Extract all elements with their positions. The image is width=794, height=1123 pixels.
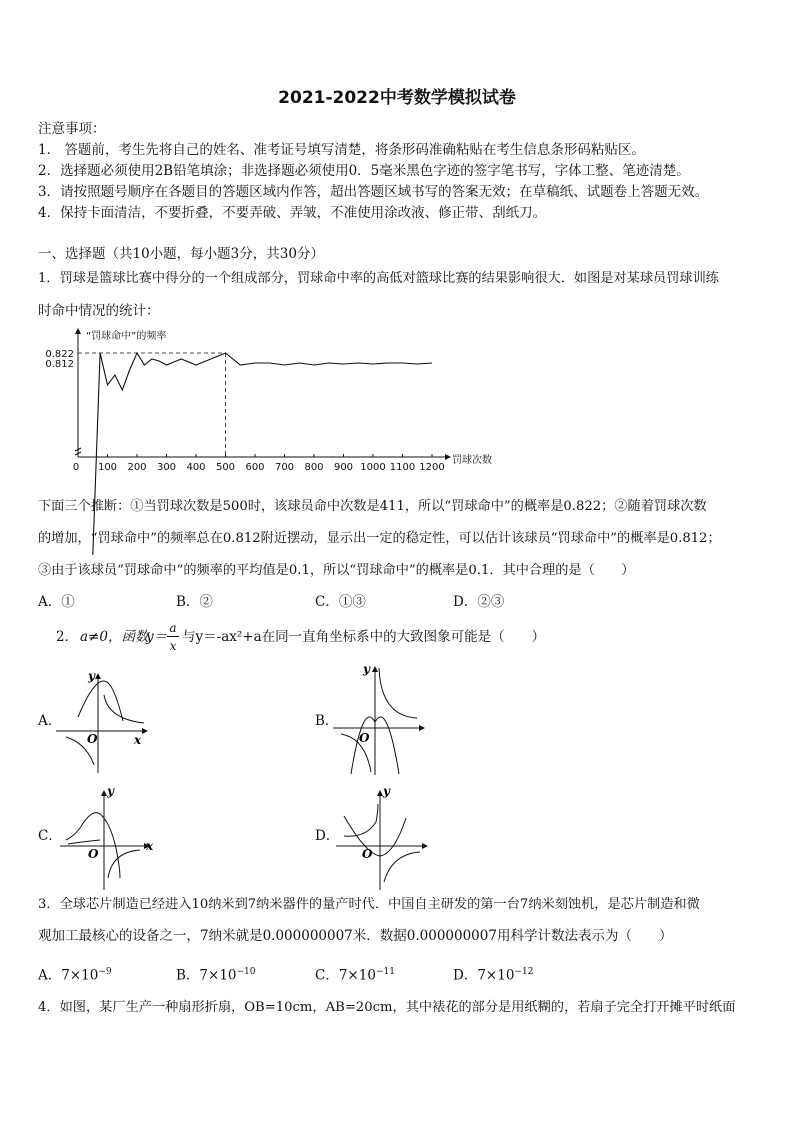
x-axis-title: 罚球次数 bbox=[452, 455, 492, 466]
q2-graph-d bbox=[336, 782, 436, 892]
q2-condition: a≠0，函数 bbox=[80, 629, 149, 645]
q2-option-b[interactable]: B． bbox=[315, 713, 339, 729]
x-tick-label: 900 bbox=[333, 462, 354, 473]
note-item: 4．保持卡面清洁，不要折叠，不要弄破、弄皱，不准使用涂改液、修正带、刮纸刀。 bbox=[38, 205, 547, 221]
note-item: 3．请按照题号顺序在各题目的答题区域内作答，超出答题区域书写的答案无效；在草稿纸、试题卷上答题无效。 bbox=[38, 184, 709, 200]
q1-option-c[interactable]: C．①③ bbox=[315, 594, 366, 610]
origin-label: O bbox=[359, 731, 370, 745]
q2-fraction-denominator: x bbox=[169, 639, 177, 653]
x-tick-label: 400 bbox=[186, 462, 206, 473]
y-tick-label: 0.812 bbox=[45, 359, 74, 370]
q2-option-a[interactable]: A． bbox=[38, 713, 62, 729]
x-tick-label: 0 bbox=[72, 462, 80, 473]
option-exponent: −10 bbox=[236, 967, 256, 977]
q1-statement-line1: 下面三个推断：①当罚球次数是500时，该球员命中次数是411，所以“罚球命中”的概率是0.822；②随着罚球次数 bbox=[38, 499, 707, 514]
option-base: 7×10 bbox=[477, 967, 515, 984]
q3-stem-line2: 观加工最核心的设备之一，7纳米就是0.000000007米．数据0.000000007用科学计数法表示为（ ） bbox=[38, 928, 673, 944]
x-tick-label: 300 bbox=[156, 462, 177, 473]
q2-fraction-bar bbox=[167, 636, 179, 637]
q1-option-b[interactable]: B．② bbox=[176, 594, 213, 610]
q3-option-c[interactable] bbox=[315, 962, 395, 986]
q1-option-d[interactable]: D．②③ bbox=[453, 594, 505, 610]
page-title: 2021-2022中考数学模拟试卷 bbox=[278, 88, 516, 108]
q2-option-d[interactable]: D． bbox=[315, 828, 340, 844]
option-base: 7×10 bbox=[199, 967, 237, 984]
option-base: 7×10 bbox=[338, 967, 376, 984]
y-axis-title: “罚球命中”的频率 bbox=[86, 331, 167, 342]
y-tick-label: 0.822 bbox=[45, 349, 74, 360]
q1-statement-line2: 的增加，“罚球命中”的频率总在0.812附近摆动，显示出一定的稳定性，可以估计该球员“罚球命中”的概率是0.812； bbox=[38, 531, 721, 546]
q4-stem-line1: 4．如图，某厂生产一种扇形折扇，OB=10cm，AB=20cm，其中裱花的部分是用纸糊的，若扇子完全打开摊平时纸面 bbox=[38, 1000, 736, 1015]
x-tick-label: 1200 bbox=[419, 462, 445, 473]
q2-stem-rest: 与y＝-ax²+a在同一直角坐标系中的大致图象可能是（ ） bbox=[182, 629, 546, 645]
x-tick-label: 100 bbox=[97, 462, 118, 473]
y-axis-label: y bbox=[363, 662, 370, 676]
x-axis-arrow bbox=[445, 454, 451, 460]
q3-option-d[interactable] bbox=[453, 962, 533, 986]
section-heading: 一、选择题（共10小题，每小题3分，共30分） bbox=[38, 246, 324, 262]
origin-label: O bbox=[87, 732, 98, 746]
q1-stem-line1: 1．罚球是篮球比赛中得分的一个组成部分，罚球命中率的高低对篮球比赛的结果影响很大．如图是对某球员罚球训练 bbox=[38, 271, 719, 286]
q3-option-b[interactable] bbox=[176, 962, 256, 986]
x-tick-label: 1000 bbox=[360, 462, 386, 473]
option-base: 7×10 bbox=[61, 967, 99, 984]
frequency-series-line bbox=[93, 353, 432, 555]
y-axis-arrow bbox=[75, 328, 81, 334]
x-tick-label: 700 bbox=[274, 462, 295, 473]
x-tick-label: 500 bbox=[215, 462, 236, 473]
q2-graph-b bbox=[333, 660, 433, 780]
q1-statement-line3: ③由于该球员“罚球命中”的频率的平均值是0.1，所以“罚球命中”的概率是0.1．其中合理的是（ ） bbox=[38, 563, 635, 578]
y-axis-label: y bbox=[88, 669, 95, 683]
x-tick-label: 200 bbox=[127, 462, 147, 473]
x-axis-label: x bbox=[134, 733, 142, 747]
x-tick-label: 600 bbox=[245, 462, 265, 473]
x-tick-label: 1100 bbox=[389, 462, 416, 473]
q3-option-a[interactable] bbox=[38, 962, 112, 986]
y-axis-label: y bbox=[107, 784, 114, 798]
option-exponent: −11 bbox=[375, 967, 395, 977]
q2-number: 2． bbox=[56, 629, 79, 645]
origin-label: O bbox=[362, 847, 373, 861]
q1-option-a[interactable]: A．① bbox=[38, 594, 75, 610]
x-axis-label: x bbox=[146, 839, 154, 853]
q2-graph-a bbox=[56, 665, 156, 775]
notes-heading: 注意事项： bbox=[38, 121, 106, 137]
option-exponent: −9 bbox=[98, 967, 112, 977]
option-label: C． bbox=[315, 967, 339, 984]
option-exponent: −12 bbox=[514, 967, 534, 977]
option-label: B． bbox=[176, 967, 200, 984]
note-item: 1． 答题前，考生先将自己的姓名、准考证号填写清楚，将条形码准确粘贴在考生信息条形码粘贴区。 bbox=[38, 142, 645, 158]
q1-stem-line2: 时命中情况的统计： bbox=[38, 303, 160, 319]
x-tick-label: 800 bbox=[304, 462, 324, 473]
origin-label: O bbox=[88, 847, 99, 861]
q3-stem-line1: 3．全球芯片制造已经进入10纳米到7纳米器件的量产时代．中国自主研发的第一台7纳米刻蚀机，是芯片制造和微 bbox=[38, 897, 700, 912]
note-item: 2．选择题必须使用2B铅笔填涂；非选择题必须使用0．5毫米黑色字迹的签字笔书写，字体工整、笔迹清楚。 bbox=[38, 163, 690, 179]
option-label: D． bbox=[453, 967, 478, 984]
q2-y-equals: y＝ bbox=[146, 629, 168, 645]
y-axis-label: y bbox=[383, 784, 390, 798]
frequency-chart bbox=[38, 325, 508, 473]
q2-option-c[interactable]: C． bbox=[38, 828, 62, 844]
option-label: A． bbox=[38, 967, 62, 984]
q2-fraction-numerator: a bbox=[169, 621, 177, 635]
q2-graph-c bbox=[60, 782, 160, 892]
